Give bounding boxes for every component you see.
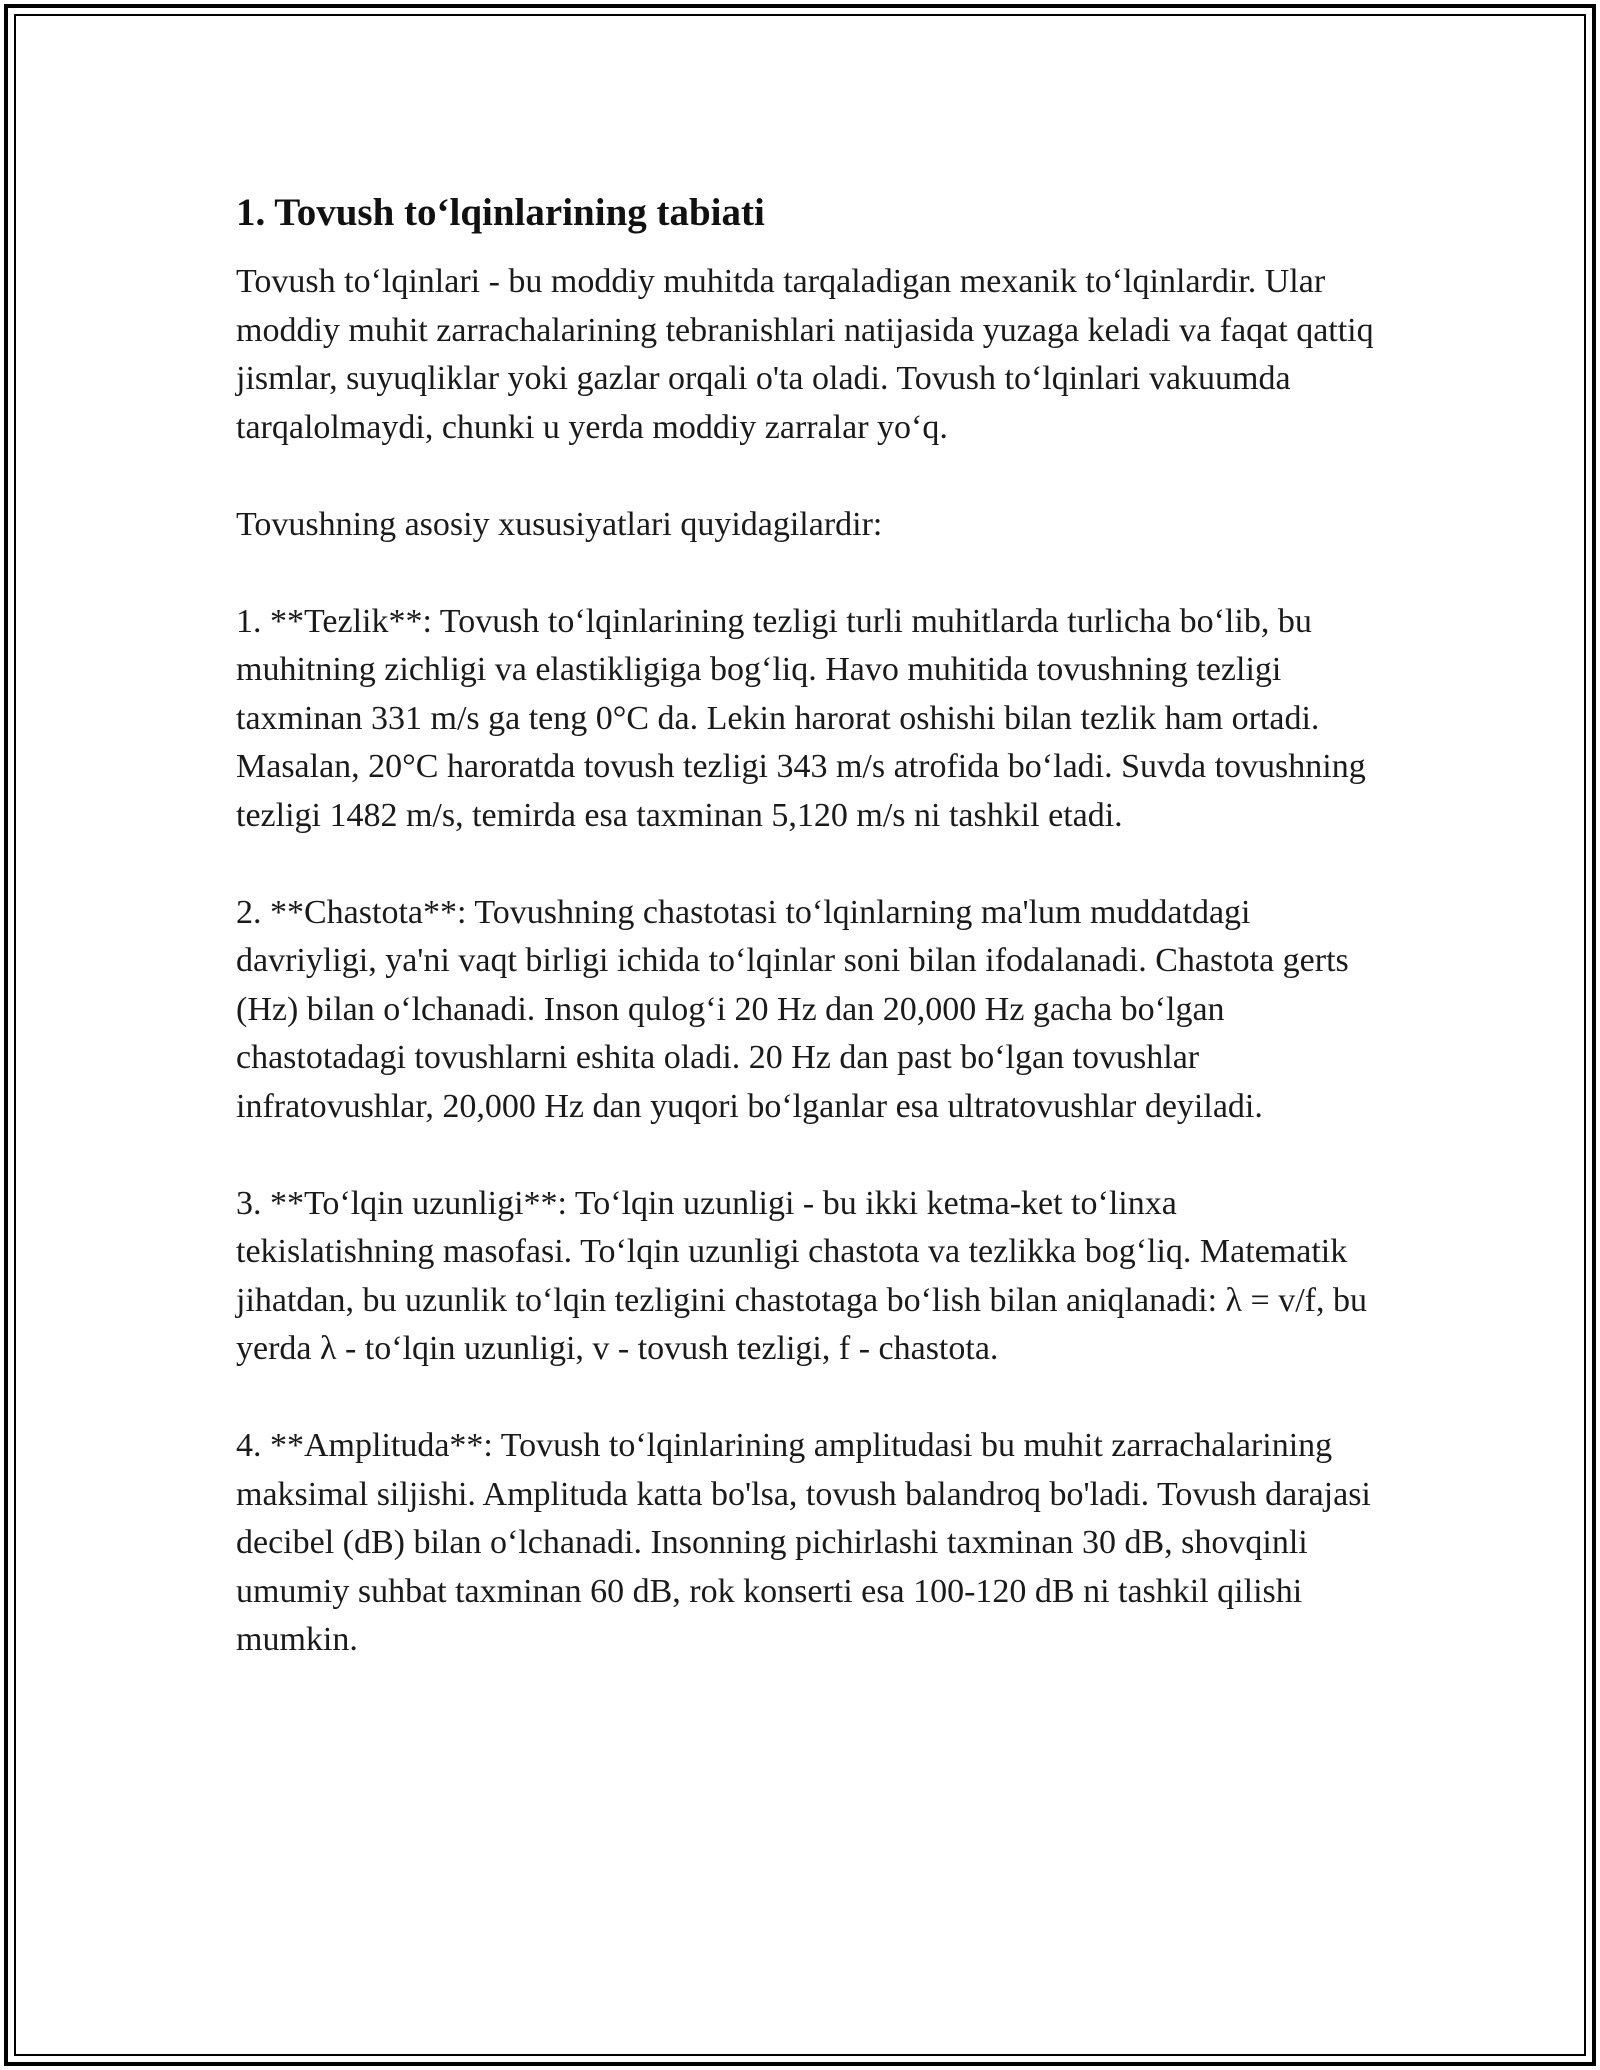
intro-paragraph: Tovush to‘lqinlari - bu moddiy muhitda tarqaladigan mexanik to‘lqinlardir. Ular moddiy muhit zarrachalarining tebranishlari natijasida yuzaga keladi va faqat qattiq jismlar, suyuqliklar yoki gazlar orqali o'ta oladi. Tovush to‘lqinlari vakuumda tarqalolmaydi, chunki u yerda moddiy zarralar yo‘q. [236, 263, 1374, 446]
properties-intro: Tovushning asosiy xususiyatlari quyidagilardir: [236, 505, 883, 543]
property-amplitude: 4. **Amplituda**: Tovush to‘lqinlarining amplitudasi bu muhit zarrachalarining maksimal siljishi. Amplituda katta bo'lsa, tovush balandroq bo'ladi. Tovush darajasi decibel (dB) bilan o‘lchanadi. Insonning pichirlashi taxminan 30 dB, shovqinli umumiy suhbat taxminan 60 dB, rok konserti esa 100-120 dB ni tashkil qilishi mumkin. [236, 1427, 1371, 1658]
property-wavelength: 3. **To‘lqin uzunligi**: To‘lqin uzunligi - bu ikki ketma-ket to‘linxa tekislatishning masofasi. To‘lqin uzunligi chastota va tezlikka bog‘liq. Matematik jihatdan, bu uzunlik to‘lqin tezligini chastotaga bo‘lish bilan aniqlanadi: λ = v/f, bu yerda λ - to‘lqin uzunligi, v - tovush tezligi, f - chastota. [236, 1184, 1367, 1367]
property-frequency: 2. **Chastota**: Tovushning chastotasi to‘lqinlarning ma'lum muddatdagi davriyligi, ya'ni vaqt birligi ichida to‘lqinlar soni bilan ifodalanadi. Chastota gerts (Hz) bilan o‘lchanadi. Inson qulog‘i 20 Hz dan 20,000 Hz gacha bo‘lgan chastotadagi tovushlarni eshita oladi. 20 Hz dan past bo‘lgan tovushlar infratovushlar, 20,000 Hz dan yuqori bo‘lganlar esa ultratovushlar deyiladi. [236, 893, 1349, 1125]
document-body [236, 188, 1376, 1713]
property-speed: 1. **Tezlik**: Tovush to‘lqinlarining tezligi turli muhitlarda turlicha bo‘lib, bu muhitning zichligi va elastikligiga bog‘liq. Havo muhitida tovushning tezligi taxminan 331 m/s ga teng 0°C da. Lekin harorat oshishi bilan tezlik ham ortadi. Masalan, 20°C haroratda tovush tezligi 343 m/s atrofida bo‘ladi. Suvda tovushning tezligi 1482 m/s, temirda esa taxminan 5,120 m/s ni tashkil etadi. [236, 602, 1366, 834]
section-heading: 1. Tovush to‘lqinlarining tabiati [236, 191, 765, 234]
